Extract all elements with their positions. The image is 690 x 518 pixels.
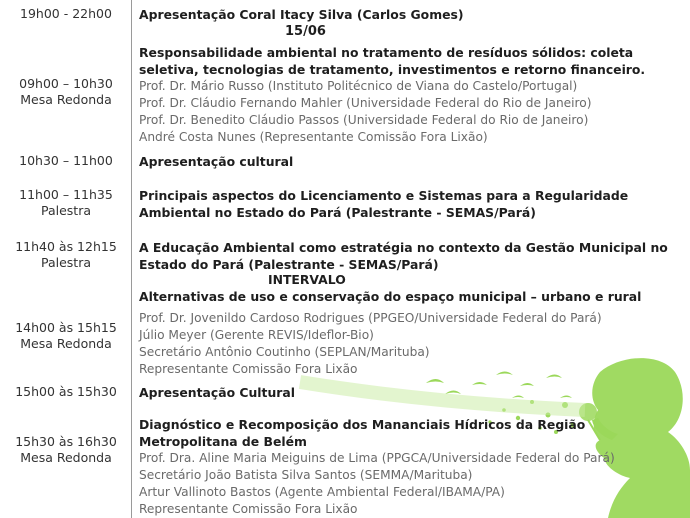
time-slot: 19h00 - 22h00: [20, 6, 112, 21]
time-slot: 09h00 – 10h30 Mesa Redonda: [19, 76, 113, 107]
event-title: Estado do Pará (Palestrante - SEMAS/Pará): [139, 257, 439, 272]
speaker: Artur Vallinoto Bastos (Agente Ambiental Federal/IBAMA/PA): [139, 485, 505, 499]
speaker: Prof. Dr. Mário Russo (Instituto Politécnico de Viana do Castelo/Portugal): [139, 79, 578, 93]
time-slot: 15h00 às 15h30: [15, 384, 117, 399]
speaker: Representante Comissão Fora Lixão: [139, 502, 358, 516]
time-slot: 10h30 – 11h00: [19, 153, 113, 168]
speaker: Prof. Dr. Jovenildo Cardoso Rodrigues (PPGEO/Universidade Federal do Pará): [139, 311, 602, 325]
event-title: Apresentação Coral Itacy Silva (Carlos Gomes): [139, 7, 464, 22]
speaker: Prof. Dra. Aline Maria Meiguins de Lima (PPGCA/Universidade Federal do Pará): [139, 451, 615, 465]
speaker: Júlio Meyer (Gerente REVIS/Ideflor-Bio): [139, 328, 374, 342]
time-slot: 15h30 às 16h30 Mesa Redonda: [15, 434, 117, 465]
speaker: Representante Comissão Fora Lixão: [139, 362, 358, 376]
event-title: A Educação Ambiental como estratégia no contexto da Gestão Municipal no: [139, 240, 668, 255]
speaker: Secretário Antônio Coutinho (SEPLAN/Marituba): [139, 345, 430, 359]
break-label: INTERVALO: [268, 272, 346, 287]
event-title: seletiva, tecnologias de tratamento, investimentos e retorno financeiro.: [139, 62, 646, 77]
event-title: Responsabilidade ambiental no tratamento de resíduos sólidos: coleta: [139, 45, 634, 60]
event-details: [139, 416, 684, 518]
event-title: Apresentação cultural: [139, 154, 294, 169]
time-slot: 11h40 às 12h15 Palestra: [15, 239, 117, 270]
event-details: [139, 44, 684, 146]
speaker: André Costa Nunes (Representante Comissão Fora Lixão): [139, 130, 488, 144]
event-details: [139, 239, 684, 273]
event-title: Alternativas de uso e conservação do espaço municipal – urbano e rural: [139, 289, 642, 304]
event-title: Diagnóstico e Recomposição dos Mananciais Hídricos da Região: [139, 417, 586, 432]
day-heading: 15/06: [285, 24, 326, 39]
speaker: Prof. Dr. Cláudio Fernando Mahler (Universidade Federal do Rio de Janeiro): [139, 96, 592, 110]
speaker: Secretário João Batista Silva Santos (SEMMA/Marituba): [139, 468, 473, 482]
event-details: [139, 187, 684, 221]
event-title: Ambiental no Estado do Pará (Palestrante - SEMAS/Pará): [139, 205, 536, 220]
event-title: Apresentação Cultural: [139, 385, 296, 400]
time-slot: 11h00 – 11h35 Palestra: [19, 187, 113, 218]
event-title: Metropolitana de Belém: [139, 434, 307, 449]
speaker: Prof. Dr. Benedito Cláudio Passos (Universidade Federal do Rio de Janeiro): [139, 113, 589, 127]
time-slot: 14h00 às 15h15 Mesa Redonda: [15, 320, 117, 351]
event-details: [139, 288, 684, 378]
event-title: Principais aspectos do Licenciamento e Sistemas para a Regularidade: [139, 188, 629, 203]
